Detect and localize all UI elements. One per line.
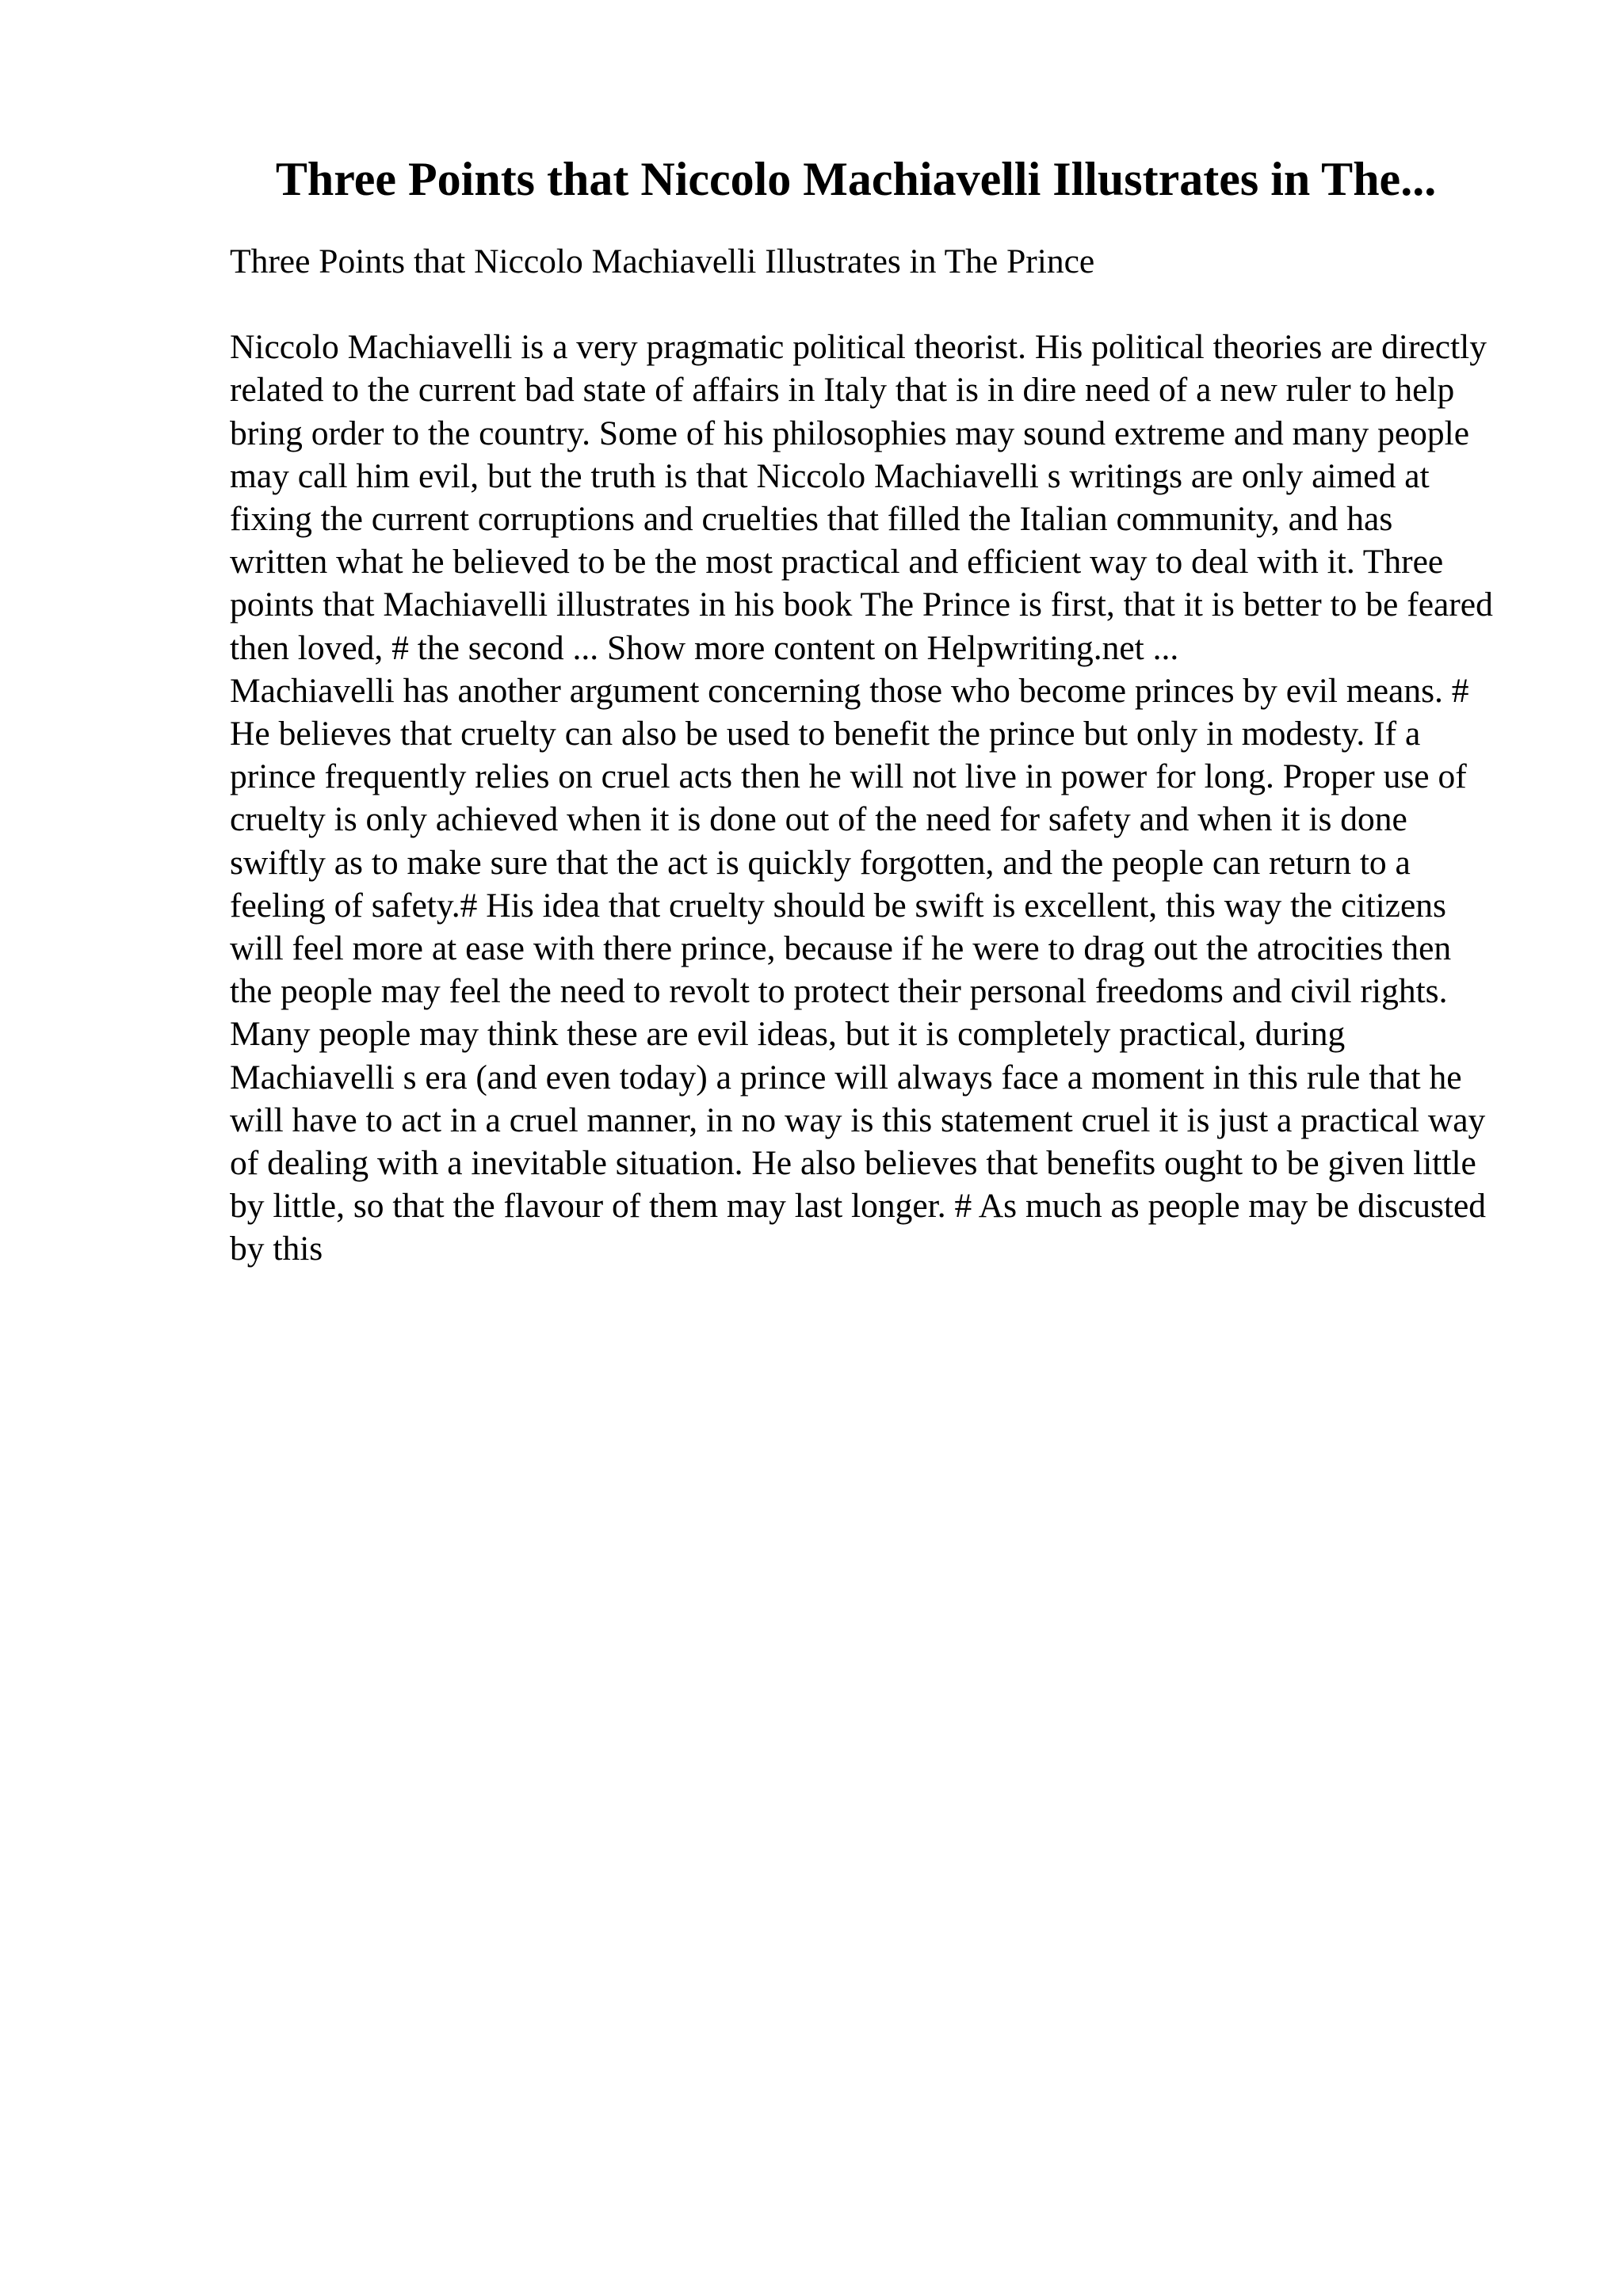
document-title: Three Points that Niccolo Machiavelli Illustrates in The...: [275, 153, 1437, 205]
paragraph-2: Machiavelli has another argument concerning those who become princes by evil means. # He believes that cruelty can also be used to benefit the prince but only in modesty. If a prince frequently relies on cruel acts then he will not live in power for long. Proper use of cruelty is only achieved when it is done out of the need for safety and when it is done swiftly as to make sure that the act is quickly forgotten, and the people can return to a feeling of safety.# His idea that cruelty should be swift is excellent, this way the citizens will feel more at ease with there prince, because if he were to drag out the atrocities then the people may feel the need to revolt to protect their personal freedoms and civil rights. Many people may think these are evil ideas, but it is completely practical, during Machiavelli s era (and even today) a prince will always face a moment in this rule that he will have to act in a cruel manner, in no way is this statement cruel it is just a practical way of dealing with a inevitable situation. He also believes that benefits ought to be given little by little, so that the flavour of them may last longer. # As much as people may be discusted by this: [230, 671, 1487, 1268]
document-body: [230, 240, 1494, 1271]
document-subtitle: Three Points that Niccolo Machiavelli Illustrates in The Prince: [230, 242, 1095, 280]
paragraph-1: Niccolo Machiavelli is a very pragmatic political theorist. His political theories are directly related to the current bad state of affairs in Italy that is in dire need of a new ruler to help bring order to the country. Some of his philosophies may sound extreme and many people may call him evil, but the truth is that Niccolo Machiavelli s writings are only aimed at fixing the current corruptions and cruelties that filled the Italian community, and has written what he believed to be the most practical and efficient way to deal with it. Three points that Machiavelli illustrates in his book The Prince is first, that it is better to be feared then loved, # the second ... Show more content on Helpwriting.net ...: [230, 328, 1493, 667]
